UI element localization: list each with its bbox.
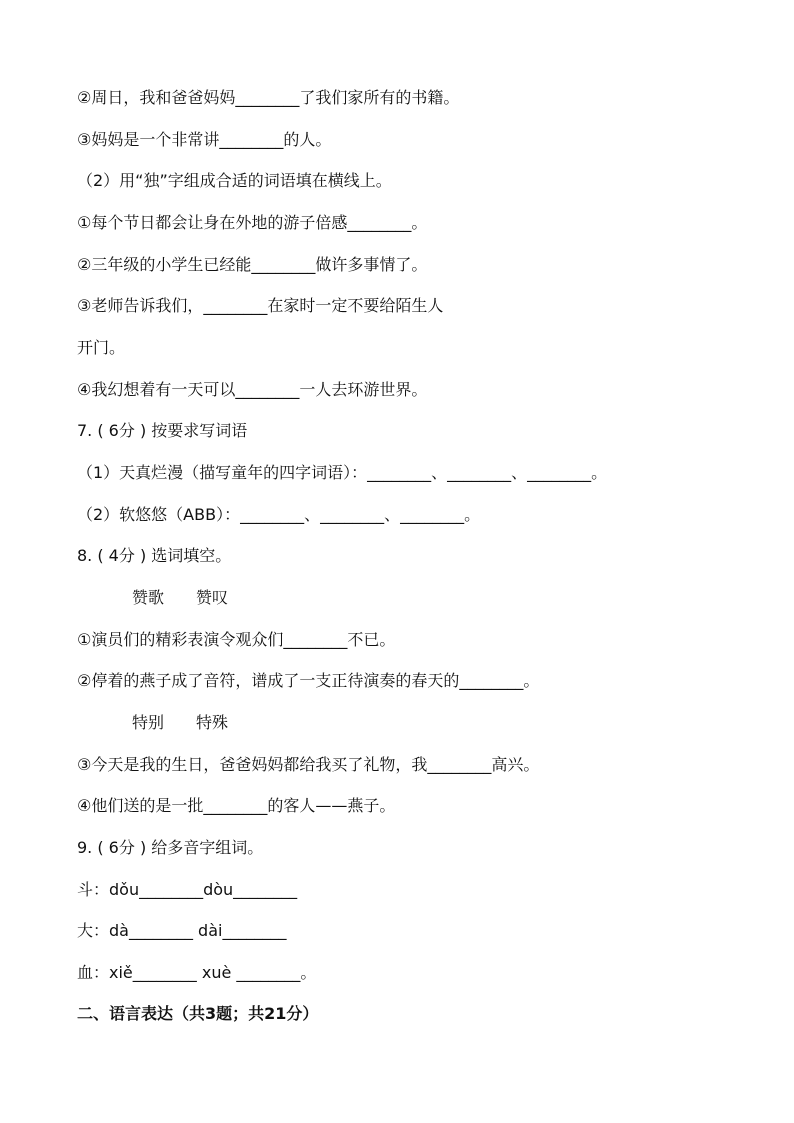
- q8-item-2: ②停着的燕子成了音符，谱成了一支正待演奏的春天的________。: [77, 671, 540, 690]
- q8-item-3: ③今天是我的生日，爸爸妈妈都给我买了礼物，我________高兴。: [77, 755, 540, 774]
- q8-word-choices-2: 特别 特殊: [132, 713, 229, 732]
- q6-2-item-2: ②三年级的小学生已经能________做许多事情了。: [77, 255, 428, 274]
- q8-item-1: ①演员们的精彩表演令观众们________不已。: [77, 630, 396, 649]
- q9-title: 9. ( 6分 ) 给多音字组词。: [77, 838, 264, 857]
- q7-part-2: （2）软悠悠（ABB）：________、________、________。: [77, 505, 481, 524]
- q9-item-xue: 血：xiě________ xuè ________。: [77, 963, 317, 982]
- q6-2-item-3: ③老师告诉我们，________在家时一定不要给陌生人: [77, 296, 444, 315]
- q6-2-item-3-cont: 开门。: [77, 338, 126, 357]
- q9-item-da: 大：dà________ dài________: [77, 921, 287, 940]
- q8-item-4: ④他们送的是一批________的客人——燕子。: [77, 796, 396, 815]
- q8-word-choices-1: 赞歌 赞叹: [132, 588, 229, 607]
- section-2-heading: 二、语言表达（共3题；共21分）: [77, 1004, 319, 1023]
- q7-title: 7. ( 6分 ) 按要求写词语: [77, 421, 248, 440]
- q7-part-1: （1）天真烂漫（描写童年的四字词语）：________、________、________。: [77, 463, 608, 482]
- q6-part-2-prompt: （2）用“独”字组成合适的词语填在横线上。: [77, 171, 392, 190]
- q6-2-item-4: ④我幻想着有一天可以________一人去环游世界。: [77, 380, 428, 399]
- q6-2-item-1: ①每个节日都会让身在外地的游子倍感________。: [77, 213, 428, 232]
- q6-1-item-3: ③妈妈是一个非常讲________的人。: [77, 130, 332, 149]
- q9-item-dou: 斗：dǒu________dòu________: [77, 880, 298, 899]
- q8-title: 8. ( 4分 ) 选词填空。: [77, 546, 232, 565]
- q6-1-item-2: ②周日，我和爸爸妈妈________了我们家所有的书籍。: [77, 88, 460, 107]
